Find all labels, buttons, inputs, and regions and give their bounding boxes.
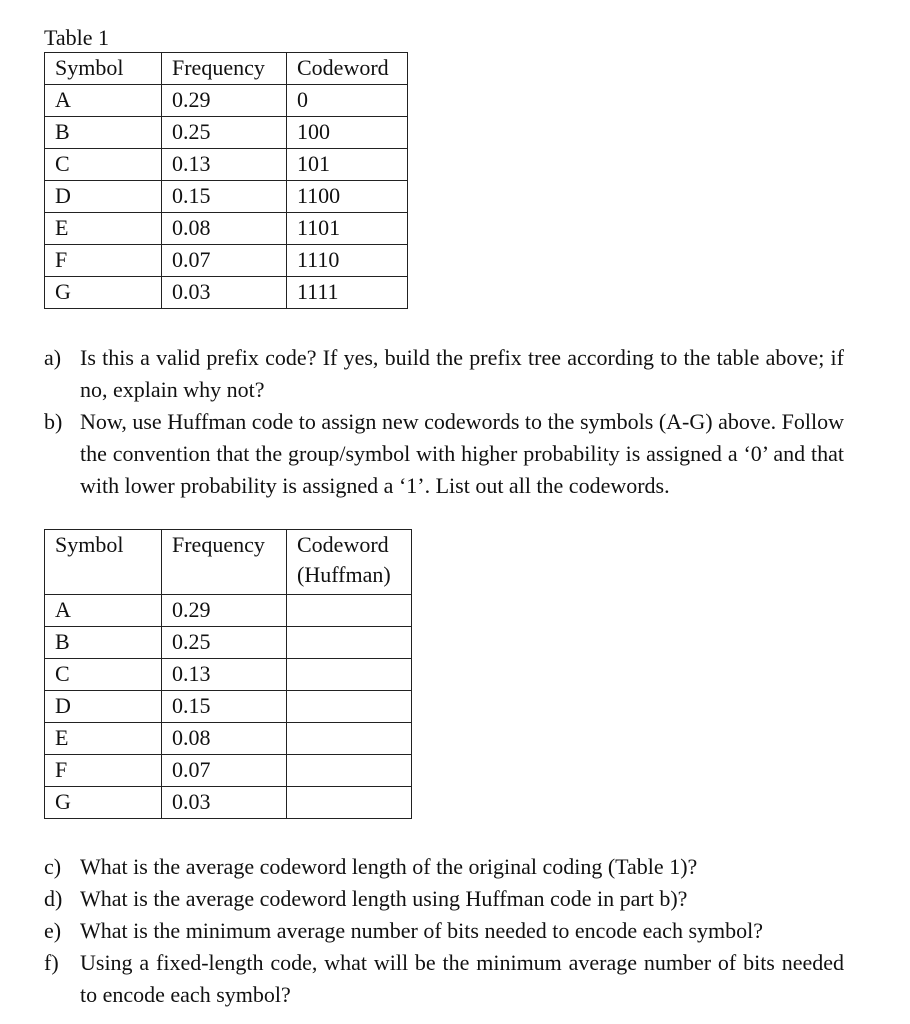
table1-symbol-cell: F xyxy=(45,245,162,277)
table2-header-codeword: Codeword (Huffman) xyxy=(287,530,412,595)
table-row xyxy=(45,787,412,819)
table-row xyxy=(45,85,408,117)
table1-header-symbol: Symbol xyxy=(45,53,162,85)
table-row xyxy=(45,117,408,149)
table1-frequency-cell: 0.03 xyxy=(162,277,287,309)
table1-frequency-cell: 0.07 xyxy=(162,245,287,277)
question-marker: f) xyxy=(44,950,59,975)
table1-codeword-cell: 0 xyxy=(287,85,408,117)
table-row xyxy=(45,149,408,181)
question-text: Now, use Huffman code to assign new codewords to the symbols (A-G) above. Follow the convention that the group/symbol with higher probability is assigned a ‘0’ and that with lower probability is assigned a ‘1’. List out all the codewords. xyxy=(80,409,844,498)
table-row xyxy=(45,659,412,691)
table1-symbol-cell: G xyxy=(45,277,162,309)
question-text: What is the average codeword length using Huffman code in part b)? xyxy=(80,886,688,911)
question-text: What is the average codeword length of the original coding (Table 1)? xyxy=(80,854,698,879)
table-row xyxy=(45,277,408,309)
table2-codeword-cell[interactable] xyxy=(287,755,412,787)
table2-frequency-cell: 0.29 xyxy=(162,595,287,627)
table2-symbol-cell: F xyxy=(45,755,162,787)
table2-codeword-cell[interactable] xyxy=(287,595,412,627)
table2-frequency-cell: 0.08 xyxy=(162,723,287,755)
table1-codeword-cell: 1101 xyxy=(287,213,408,245)
table-row xyxy=(45,723,412,755)
question-f xyxy=(44,947,844,1011)
table2-header-symbol: Symbol xyxy=(45,530,162,595)
table2-frequency-cell: 0.25 xyxy=(162,627,287,659)
table2-frequency-cell: 0.15 xyxy=(162,691,287,723)
table1-frequency-cell: 0.13 xyxy=(162,149,287,181)
table1-frequency-cell: 0.15 xyxy=(162,181,287,213)
question-marker: b) xyxy=(44,409,63,434)
table1 xyxy=(44,52,408,309)
questions-c-f xyxy=(44,851,844,1011)
table2-symbol-cell: C xyxy=(45,659,162,691)
table1-header-codeword: Codeword xyxy=(287,53,408,85)
table2-symbol-cell: B xyxy=(45,627,162,659)
table2-codeword-cell[interactable] xyxy=(287,723,412,755)
table1-codeword-cell: 1111 xyxy=(287,277,408,309)
question-marker: a) xyxy=(44,345,62,370)
question-a xyxy=(44,342,844,406)
question-text: Is this a valid prefix code? If yes, build the prefix tree according to the table above; if no, explain why not? xyxy=(80,345,844,402)
table1-symbol-cell: B xyxy=(45,117,162,149)
table2-codeword-cell[interactable] xyxy=(287,787,412,819)
question-marker: d) xyxy=(44,886,63,911)
table2-symbol-cell: G xyxy=(45,787,162,819)
table1-caption: Table 1 xyxy=(44,25,110,50)
questions-a-b xyxy=(44,342,844,502)
table1-frequency-cell: 0.08 xyxy=(162,213,287,245)
question-text: What is the minimum average number of bits needed to encode each symbol? xyxy=(80,918,763,943)
table1-codeword-cell: 100 xyxy=(287,117,408,149)
table1-frequency-cell: 0.29 xyxy=(162,85,287,117)
question-c xyxy=(44,851,844,883)
table2-codeword-cell[interactable] xyxy=(287,627,412,659)
table-row xyxy=(45,627,412,659)
table1-codeword-cell: 1110 xyxy=(287,245,408,277)
table-row xyxy=(45,595,412,627)
question-e xyxy=(44,915,844,947)
question-b xyxy=(44,406,844,502)
table-row xyxy=(45,213,408,245)
table2-frequency-cell: 0.13 xyxy=(162,659,287,691)
table2-codeword-cell[interactable] xyxy=(287,659,412,691)
table2-frequency-cell: 0.07 xyxy=(162,755,287,787)
table-row xyxy=(45,691,412,723)
table-row xyxy=(45,181,408,213)
table2-symbol-cell: D xyxy=(45,691,162,723)
table2-symbol-cell: E xyxy=(45,723,162,755)
question-d xyxy=(44,883,844,915)
table2-header-frequency: Frequency xyxy=(162,530,287,595)
table1-header-row xyxy=(45,53,408,85)
table1-codeword-cell: 101 xyxy=(287,149,408,181)
table2-frequency-cell: 0.03 xyxy=(162,787,287,819)
table1-frequency-cell: 0.25 xyxy=(162,117,287,149)
table2-huffman xyxy=(44,529,412,819)
table2-codeword-cell[interactable] xyxy=(287,691,412,723)
table1-header-frequency: Frequency xyxy=(162,53,287,85)
table1-codeword-cell: 1100 xyxy=(287,181,408,213)
table2-header-row xyxy=(45,530,412,595)
table1-symbol-cell: D xyxy=(45,181,162,213)
question-marker: e) xyxy=(44,918,62,943)
table1-symbol-cell: A xyxy=(45,85,162,117)
table1-symbol-cell: E xyxy=(45,213,162,245)
table2-symbol-cell: A xyxy=(45,595,162,627)
table-row xyxy=(45,245,408,277)
table-row xyxy=(45,755,412,787)
question-marker: c) xyxy=(44,854,62,879)
table1-symbol-cell: C xyxy=(45,149,162,181)
question-text: Using a fixed-length code, what will be the minimum average number of bits needed to encode each symbol? xyxy=(80,950,844,1007)
